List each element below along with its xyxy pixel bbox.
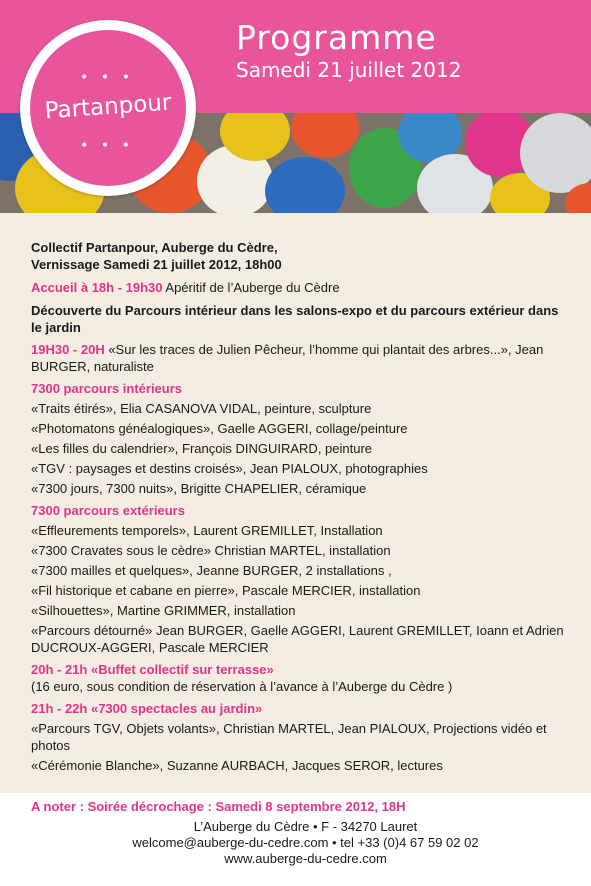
accueil-time: Accueil à 18h - 19h30 xyxy=(31,280,163,295)
decouverte-heading: Découverte du Parcours intérieur dans les salons-expo et du parcours extérieur dans le jardin xyxy=(31,303,559,335)
list-item: «Photomatons généalogiques», Gaelle AGGERI, collage/peinture xyxy=(31,421,408,436)
list-item: «Effleurements temporels», Laurent GREMILLET, Installation xyxy=(31,523,383,538)
list-item: «Les filles du calendrier», François DINGUIRARD, peinture xyxy=(31,441,373,456)
list-item: «TGV : paysages et destins croisés», Jean PIALOUX, photographies xyxy=(31,461,428,476)
logo-badge xyxy=(30,30,186,186)
list-item: «7300 Cravates sous le cèdre» Christian MARTEL, installation xyxy=(31,543,391,558)
list-item: «Parcours détourné» Jean BURGER, Gaelle AGGERI, Laurent GREMILLET, Ioann et Adrien DUCROUX-AGGERI, Pascale MERCIER xyxy=(31,623,564,655)
list-item: «7300 mailles et quelques», Jeanne BURGER, 2 installations , xyxy=(31,563,392,578)
footer xyxy=(0,793,591,886)
intro-line-2: Vernissage Samedi 21 juillet 2012, 18h00 xyxy=(31,257,282,272)
list-item: «Parcours TGV, Objets volants», Christian MARTEL, Jean PIALOUX, Projections vidéo et photos xyxy=(31,721,547,753)
page-title: Programme xyxy=(236,18,437,57)
accueil-text: Apéritif de l’Auberge du Cèdre xyxy=(162,280,340,295)
footer-website: www.auberge-du-cedre.com xyxy=(224,851,387,866)
spectacles-heading: 21h - 22h «7300 spectacles au jardin» xyxy=(31,701,263,716)
buffet-text: (16 euro, sous condition de réservation à l’avance à l’Auberge du Cèdre ) xyxy=(31,679,453,694)
footer-address: L’Auberge du Cèdre • F - 34270 Lauret xyxy=(193,819,418,834)
logo-dots-bottom: • • • xyxy=(81,136,135,152)
interieurs-heading: 7300 parcours intérieurs xyxy=(31,381,183,396)
talk-time: 19H30 - 20H xyxy=(31,342,105,357)
list-item: «Fil historique et cabane en pierre», Pascale MERCIER, installation xyxy=(31,583,421,598)
footer-contact: welcome@auberge-du-cedre.com • tel +33 (0)4 67 59 02 02 xyxy=(132,835,479,850)
list-item: «Silhouettes», Martine GRIMMER, installation xyxy=(31,603,296,618)
talk-line xyxy=(31,341,571,375)
accueil-line xyxy=(31,279,571,296)
logo-dots-top: • • • xyxy=(81,68,135,84)
logo-text: Partanpour xyxy=(43,89,173,125)
intro-line-1: Collectif Partanpour, Auberge du Cèdre, xyxy=(31,240,278,255)
partanpour-logo xyxy=(20,20,196,196)
list-item: «Traits étirés», Elia CASANOVA VIDAL, peinture, sculpture xyxy=(31,401,372,416)
exterieurs-heading: 7300 parcours extérieurs xyxy=(31,503,185,518)
decrochage-note: A noter : Soirée décrochage : Samedi 8 septembre 2012, 18H xyxy=(31,799,406,814)
program-content xyxy=(0,213,591,793)
buffet-heading: 20h - 21h «Buffet collectif sur terrasse» xyxy=(31,662,274,677)
list-item: «Cérémonie Blanche», Suzanne AURBACH, Jacques SEROR, lectures xyxy=(31,758,443,773)
page-subtitle: Samedi 21 juillet 2012 xyxy=(236,58,462,82)
talk-text: «Sur les traces de Julien Pêcheur, l’homme qui plantait des arbres...», Jean BURGER, naturaliste xyxy=(31,342,544,374)
list-item: «7300 jours, 7300 nuits», Brigitte CHAPELIER, céramique xyxy=(31,481,367,496)
